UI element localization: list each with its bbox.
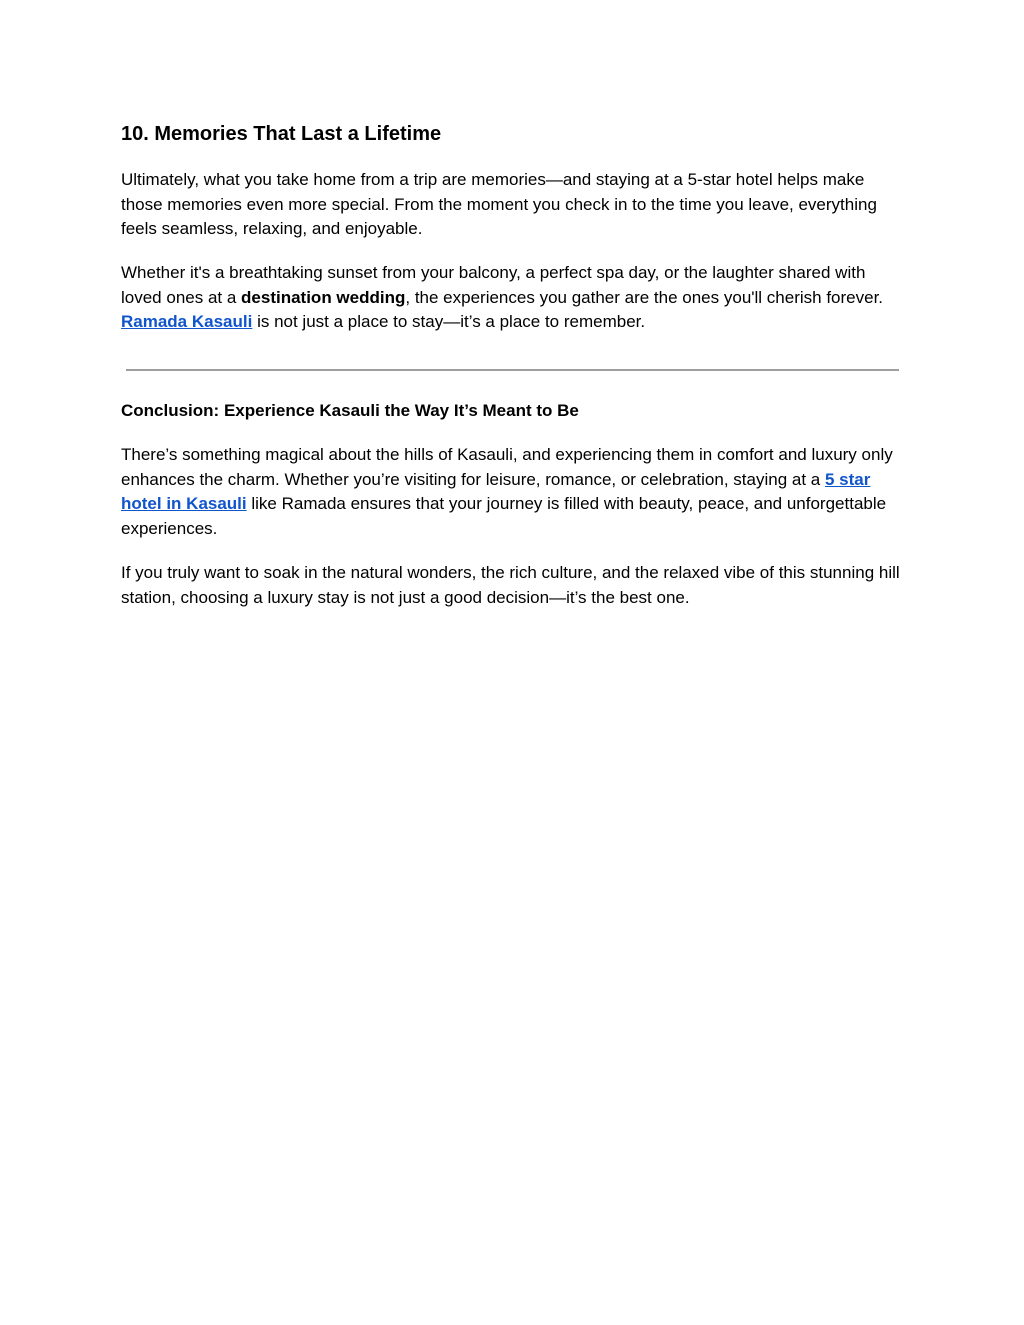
ramada-paragraph-text-2: , the experiences you gather are the ones you'll cherish forever. [405,287,884,307]
conclusion-paragraph-text-2: like Ramada ensures that your journey is filled with beauty, peace, and unforgettable experiences. [121,494,887,538]
conclusion-paragraph-2: If you truly want to soak in the natural wonders, the rich culture, and the relaxed vibe of this stunning hill station, choosing a luxury stay is not just a good decision—it’s the best one. [121,563,900,607]
five-star-hotel-link[interactable]: 5 star hotel in Kasauli [121,469,871,513]
memories-paragraph: Ultimately, what you take home from a trip are memories—and staying at a 5-star hotel helps make those memories even more special. From the moment you check in to the time you leave, everything feels seamless, relaxing, and enjoyable. [121,170,877,238]
horizontal-divider [126,369,899,371]
ramada-kasauli-link[interactable]: Ramada Kasauli [121,312,253,331]
ramada-paragraph-text-1: Whether it's a breathtaking sunset from your balcony, a perfect spa day, or the laughter shared with loved ones at a [121,263,866,307]
ramada-paragraph-text-3: is not just a place to stay—it’s a place to remember. [252,312,646,331]
ramada-paragraph [121,261,903,335]
conclusion-paragraph-1 [121,443,903,541]
section-heading: 10. Memories That Last a Lifetime [121,123,442,145]
conclusion-paragraph-text-1: There’s something magical about the hills of Kasauli, and experiencing them in comfort and luxury only enhances the charm. Whether you’re visiting for leisure, romance, or celebration, staying at a [121,445,893,489]
conclusion-heading: Conclusion: Experience Kasauli the Way It’s Meant to Be [121,401,579,420]
destination-wedding-bold: destination wedding [241,287,406,307]
